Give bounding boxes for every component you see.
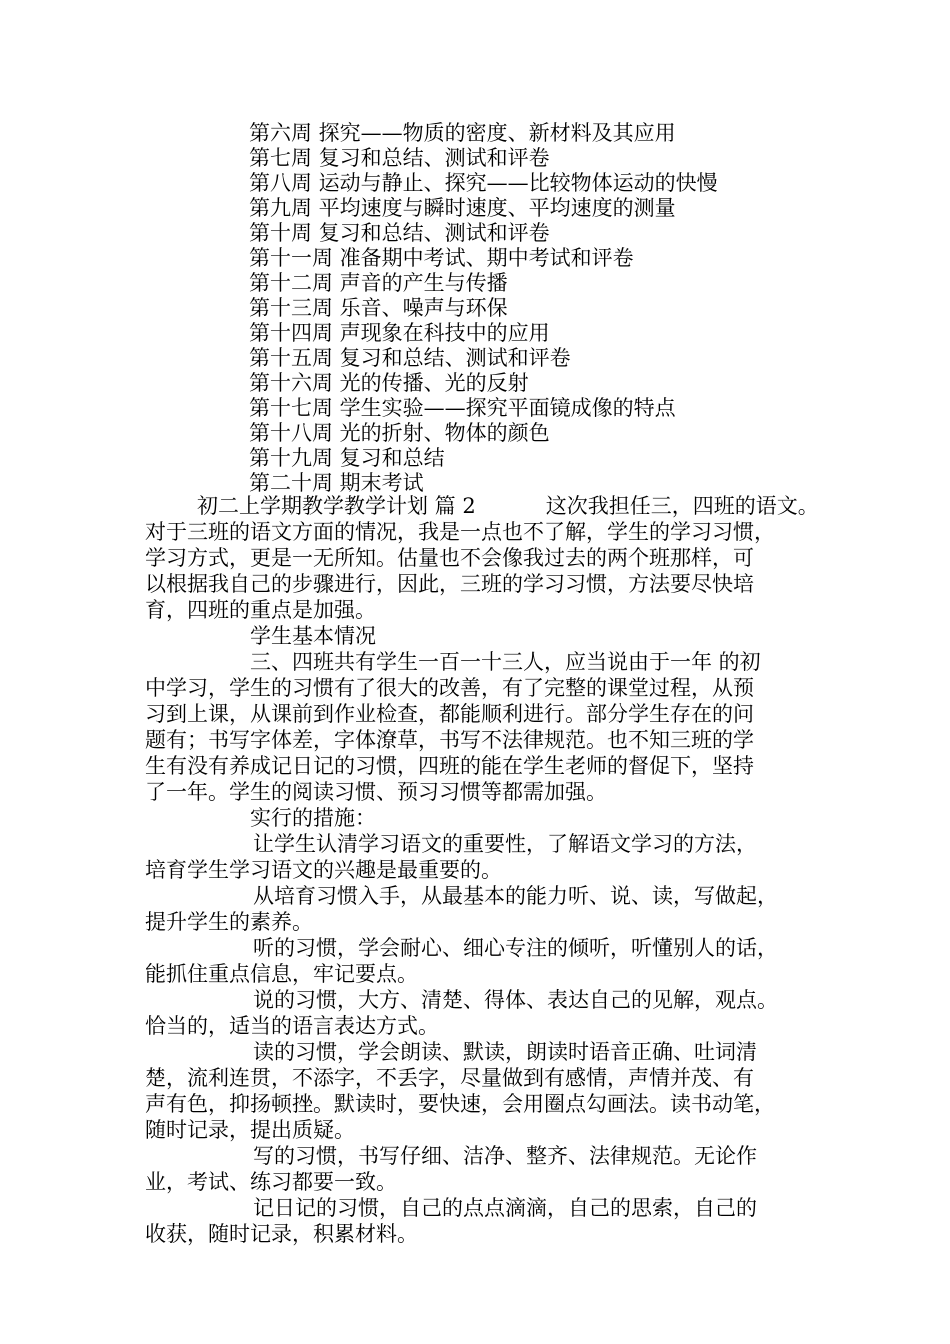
text-line: 对于三班的语文方面的情况，我是一点也不了解，学生的学习习惯， [145,520,775,544]
text-line: 提升学生的素养。 [145,910,313,934]
schedule-row: 第十四周 声现象在科技中的应用 [249,321,550,345]
text-line: 收获，随时记录，积累材料。 [145,1222,418,1246]
article-body [145,493,835,1247]
text-line: 恰当的，适当的语言表达方式。 [145,1014,439,1038]
schedule-row: 第十九周 复习和总结 [249,446,445,470]
schedule-row: 第十五周 复习和总结、测试和评卷 [249,346,571,370]
schedule-row: 第十一周 准备期中考试、期中考试和评卷 [249,246,634,270]
text-line: 听的习惯，学会耐心、细心专注的倾听，听懂别人的话， [253,936,778,960]
text-line: 记日记的习惯，自己的点点滴滴，自己的思索，自己的 [253,1196,757,1220]
schedule-row: 第十七周 学生实验——探究平面镜成像的特点 [249,396,676,420]
schedule-row: 第十三周 乐音、噪声与环保 [249,296,508,320]
text-line: 随时记录，提出质疑。 [145,1118,355,1142]
text-line: 中学习，学生的习惯有了很大的改善，有了完整的课堂过程，从预 [145,676,754,700]
subheading: 学生基本情况 [250,624,376,648]
text-line: 说的习惯，大方、清楚、得体、表达自己的见解，观点。 [253,988,778,1012]
text-line: 育，四班的重点是加强。 [145,598,376,622]
text-line: 业，考试、练习都要一致。 [145,1170,397,1194]
section-heading [145,493,835,519]
text-line: 从培育习惯入手，从最基本的能力听、说、读，写做起， [253,884,778,908]
text-line: 培育学生学习语文的兴趣是最重要的。 [145,858,502,882]
schedule-row: 第七周 复习和总结、测试和评卷 [249,146,550,170]
schedule-row: 第八周 运动与静止、探究——比较物体运动的快慢 [249,171,718,195]
section-lead: 这次我担任三，四班的语文。 [545,494,819,518]
weekly-schedule [249,121,718,496]
text-line: 能抓住重点信息，牢记要点。 [145,962,418,986]
text-line: 写的习惯，书写仔细、洁净、整齐、法律规范。无论作 [253,1144,757,1168]
text-line: 声有色，抑扬顿挫。默读时，要快速，会用圈点勾画法。读书动笔， [145,1092,775,1116]
text-line: 以根据我自己的步骤进行，因此，三班的学习习惯，方法要尽快培 [145,572,754,596]
text-line: 了一年。学生的阅读习惯、预习习惯等都需加强。 [145,780,607,804]
schedule-row: 第六周 探究——物质的密度、新材料及其应用 [249,121,676,145]
text-line: 生有没有养成记日记的习惯，四班的能在学生老师的督促下，坚持 [145,754,754,778]
text-line: 习到上课，从课前到作业检查，都能顺利进行。部分学生存在的问 [145,702,754,726]
subheading: 实行的措施： [250,806,376,830]
text-line: 三、四班共有学生一百一十三人，应当说由于一年 的初 [250,650,761,674]
text-line: 学习方式，更是一无所知。估量也不会像我过去的两个班那样，可 [145,546,754,570]
schedule-row: 第十六周 光的传播、光的反射 [249,371,529,395]
section-title: 初二上学期教学教学计划 篇 2 [197,494,476,518]
text-line: 读的习惯，学会朗读、默读，朗读时语音正确、吐词清 [253,1040,757,1064]
text-line: 让学生认清学习语文的重要性，了解语文学习的方法， [253,832,757,856]
schedule-row: 第九周 平均速度与瞬时速度、平均速度的测量 [249,196,676,220]
text-line: 楚，流利连贯，不添字，不丢字，尽量做到有感情，声情并茂、有 [145,1066,754,1090]
schedule-row: 第二十周 期末考试 [249,471,424,495]
text-line: 题有；书写字体差，字体潦草，书写不法律规范。也不知三班的学 [145,728,754,752]
schedule-row: 第十周 复习和总结、测试和评卷 [249,221,550,245]
schedule-row: 第十八周 光的折射、物体的颜色 [249,421,550,445]
schedule-row: 第十二周 声音的产生与传播 [249,271,508,295]
